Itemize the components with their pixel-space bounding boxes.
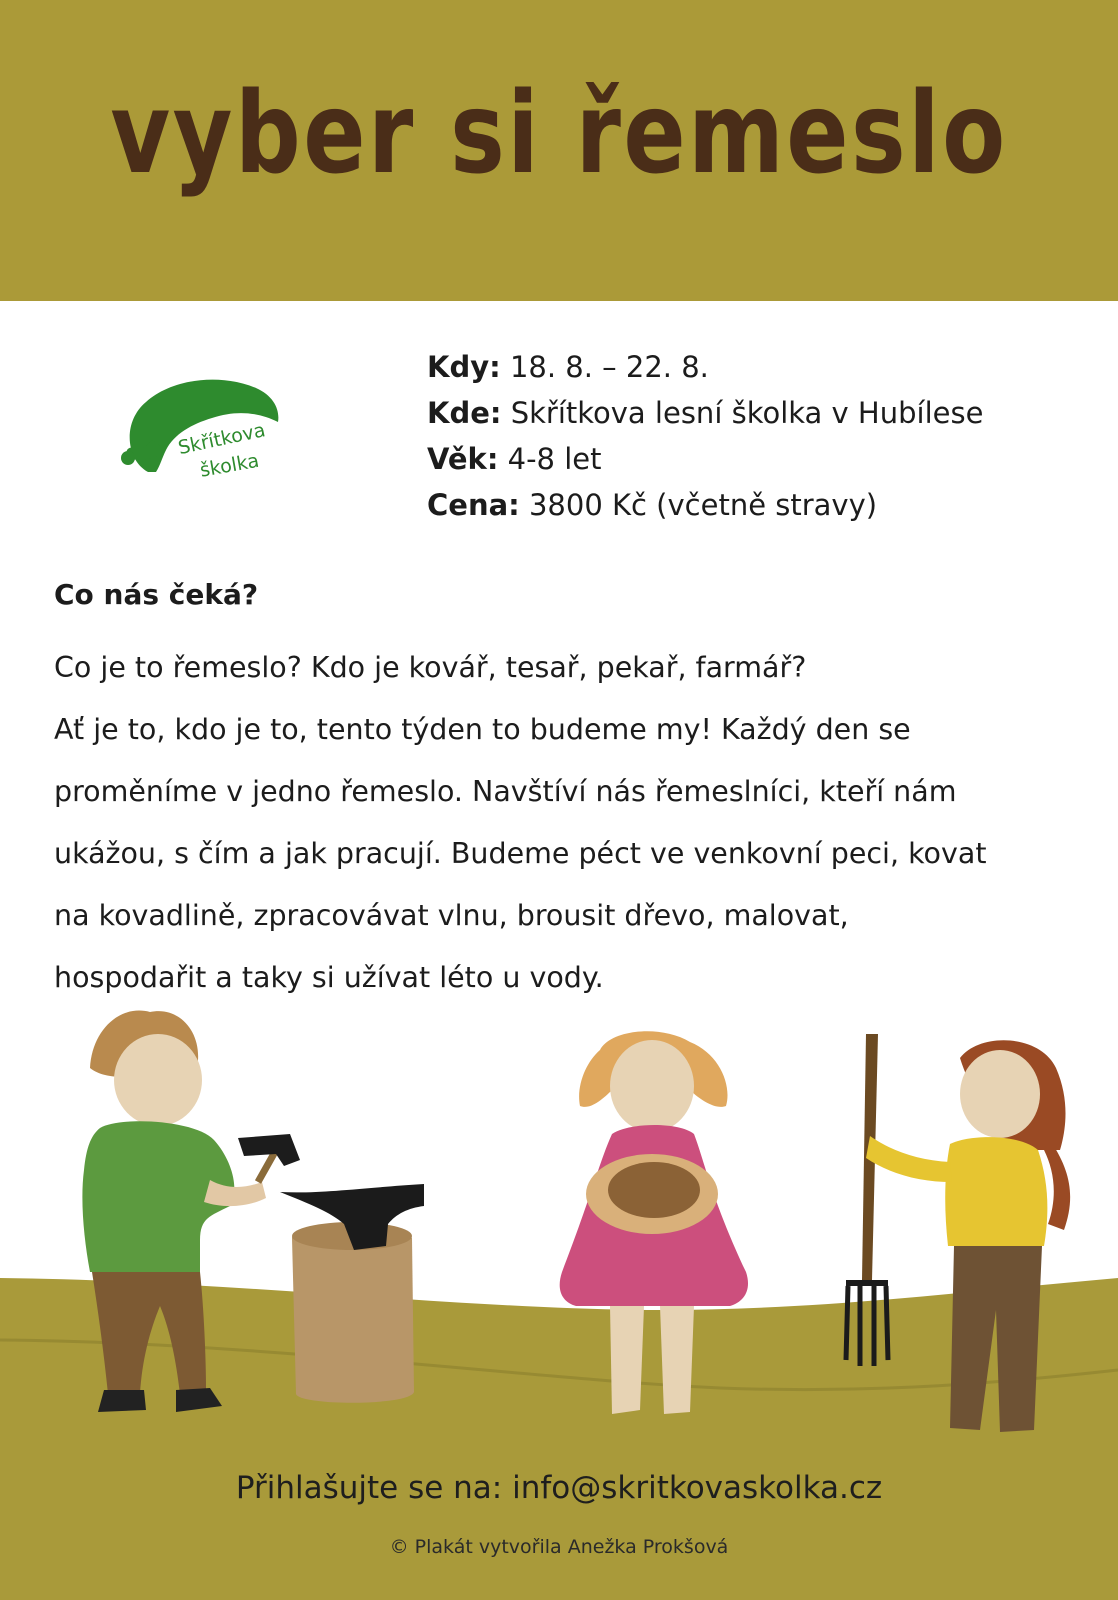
description-line: na kovadlině, zpracovávat vlnu, brousit dřevo, malovat,: [54, 899, 849, 932]
header-banner: [0, 0, 1118, 301]
description: [54, 637, 1074, 1009]
logo-text-line1: Skřítkova: [176, 419, 268, 460]
credit-line: © Plakát vytvořila Anežka Prokšová: [389, 1536, 729, 1558]
description-line: ukážou, s čím a jak pracují. Budeme péct ve venkovní peci, kovat: [54, 837, 987, 870]
description-line: Ať je to, kdo je to, tento týden to budeme my! Každý den se: [54, 713, 911, 746]
description-line: proměníme v jedno řemeslo. Navštíví nás řemeslníci, kteří nám: [54, 775, 957, 808]
info-when: Kdy: 18. 8. – 22. 8.: [427, 350, 709, 384]
info-age: Věk: 4-8 let: [427, 442, 602, 476]
info-where: Kde: Skřítkova lesní školka v Hubílese: [427, 396, 984, 430]
info-price: Cena: 3800 Kč (včetně stravy): [427, 488, 878, 522]
anvil-icon: [280, 1184, 424, 1403]
skritkova-skolka-logo: [108, 362, 298, 492]
description-line: Co je to řemeslo? Kdo je kovář, tesař, pekař, farmář?: [54, 651, 807, 684]
poster-title: vyber si řemeslo: [110, 69, 1008, 199]
craft-illustration: [0, 1010, 1118, 1600]
logo-text-line2: školka: [198, 449, 261, 482]
contact-line: Přihlašujte se na: info@skritkovaskolka.cz: [235, 1470, 883, 1506]
section-title: Co nás čeká?: [54, 578, 259, 611]
event-info: [427, 344, 983, 528]
description-line: hospodařit a taky si užívat léto u vody.: [54, 961, 604, 994]
